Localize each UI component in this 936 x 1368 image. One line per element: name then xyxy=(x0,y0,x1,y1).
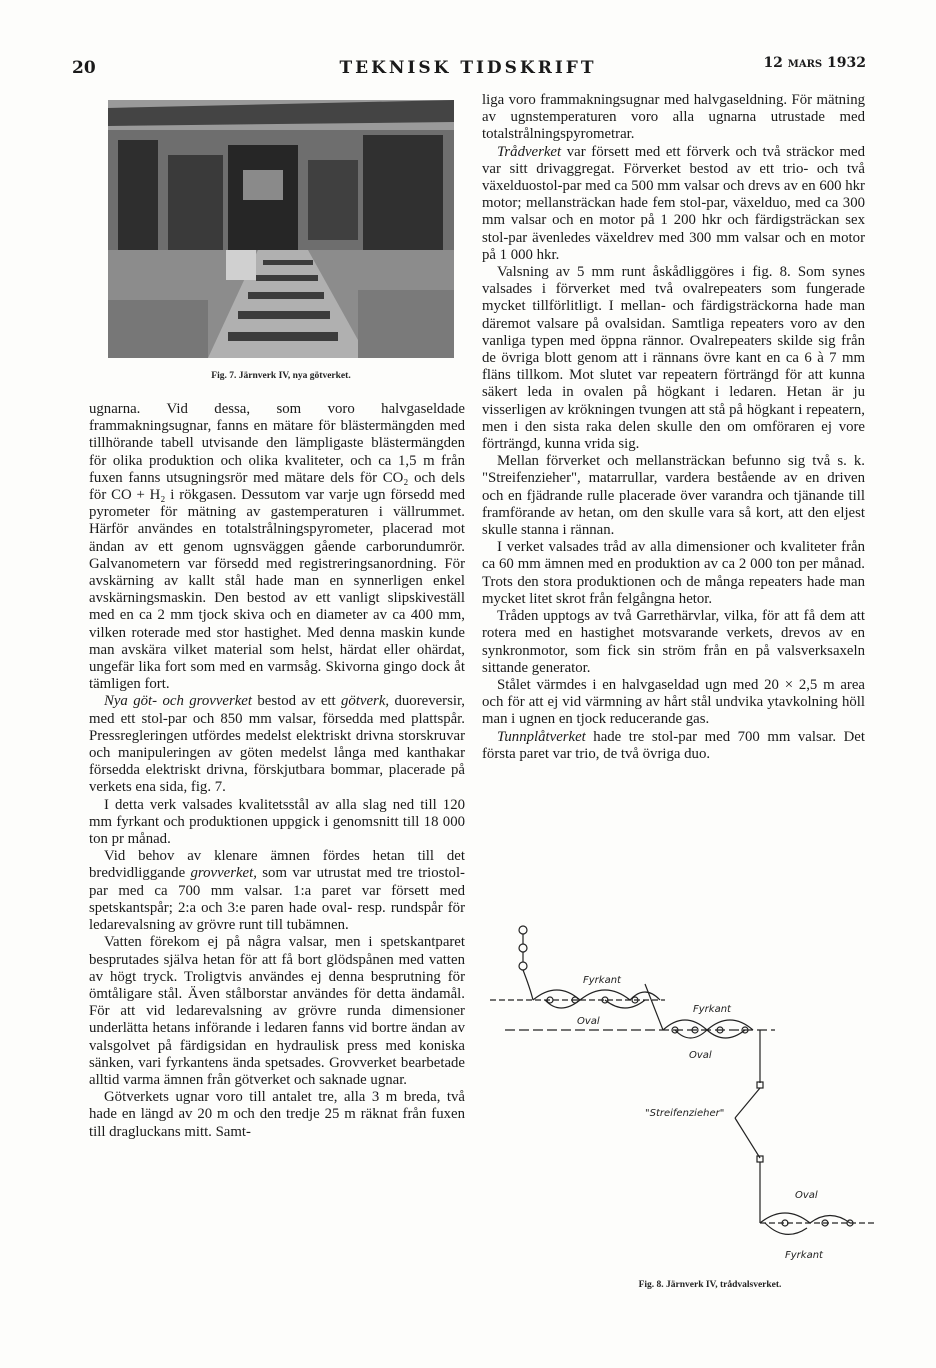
figure-7-caption: Fig. 7. Järnverk IV, nya götverket. xyxy=(211,371,351,381)
paragraph xyxy=(482,729,865,763)
paragraph: I verket valsades tråd av alla dimensioner och kvaliteter från ca 60 mm ämnen med en produktion av ca 2 000 ton per månad. Trots den stora produktionen och de många repeaters hade man mycket litet skrot från felgångna hetor. xyxy=(482,539,865,607)
label-fyrkant-3: Fyrkant xyxy=(785,1250,823,1261)
emphasis: Nya göt- och grovverket xyxy=(104,693,252,710)
paragraph: Vatten förekom ej på några valsar, men i spetskantparet besprutades själva hetan för att få bort glödspånen med vatten av högt tryck. Troligtvis användes ej denna besprutning för ömtåligare stål. Även stålborstar användes för detta ändamål. För att vid ledarevalsning av grövre runda dimensioner underlätta hetans införande i ledaren fanns vid bortre ändan av valsgolvet på färdigsidan en hydraulisk press med koniska sänken, vari fyrkantens ända spetsades. Grovverket bearbetade alltid varma ämnen från götverket och saknade ugnar. xyxy=(89,934,465,1088)
paragraph: ugnarna. Vid dessa, som voro halvgaseldade frammakningsugnar, fanns en mätare för blästermängden med tillhörande tabell utvisande den lämpligaste blästermängden för olika produktion och olika kvaliteter, och ca 1,5 m från fuxen fanns utsugningsrör med mätare dels för CO₂ och dels för CO + H₂ i rökgasen. Dessutom var varje ugn försedd med pyrometer för mätning av gastemperaturen i vällrummet. Härför användes en totalstrålningspyrometer, placerad mot ändan av ett genom ugnsväggen gående carborundumrör. Galvanometern var försedd med registreringsanordning. För avskärning av kallt stål hade man en synnerligen enkel avskärningsmaskin. Den bestod av ett vanligt slipskiveställ med en ca 2 mm tjock skiva och en diameter av ca 400 mm, vilken roterade med stor hastighet. Med denna maskin kunde man avskära vilket material som helst, härdat eller ohärdat, ungefär lika fort som med en varmsåg. Skivorna gingo dock åt tämligen fort. xyxy=(89,401,465,693)
right-column xyxy=(482,92,865,763)
text-run: som var utrustat med tre triostol-par med ca 700 mm valsar. 1:a paret var försett med spetskantspår; 2:a och 3:e paren hade oval- resp. rundspår för ledarevalsning av grövre runt till tubämnen. xyxy=(89,865,465,934)
text-run: var försett med ett förverk och två sträckor med var sitt drivaggregat. Förverket bestod av ett trio- och två växelduostol-par med ca 500 mm valsar och drevs av en 600 hkr motor; mellansträckan hade fem stol-par, växelduo, med ca 300 mm valsar och en motor på 1 200 hkr och färdigsträckan sex stol-par ävenledes växeldrev med 300 mm valsar och en motor på 1 000 hkr. xyxy=(482,143,865,263)
paragraph: Götverkets ugnar voro till antalet tre, alla 3 m breda, två hade en längd av 20 m och den tredje 25 m räknat från fuxen till dragluckans mitt. Samt- xyxy=(89,1089,465,1140)
emphasis: Tunnplåtverket xyxy=(497,728,586,745)
paragraph xyxy=(89,848,465,934)
paragraph: liga voro frammakningsugnar med halvgaseldning. För mätning av ugnstemperaturen voro alla ugnarna utrustade med totalstrålningspyrometrar. xyxy=(482,92,865,143)
paragraph: I detta verk valsades kvalitetsstål av alla slag ned till 120 mm fyrkant och produktionen uppgick i genomsnitt till 18 000 ton pr månad. xyxy=(89,796,465,848)
left-column xyxy=(89,401,465,1141)
label-oval-1: Oval xyxy=(577,1016,600,1027)
paragraph: Stålet värmdes i en halvgaseldad ugn med 20 × 2,5 m area och för att ej vid värmning av hårt stål undvika ytavkolning höll man i ugnen en tjock reducerande gas. xyxy=(482,676,865,728)
label-fyrkant-1: Fyrkant xyxy=(583,975,621,986)
figure-8-caption: Fig. 8. Järnverk IV, trådvalsverket. xyxy=(638,1280,782,1290)
paragraph xyxy=(482,144,865,264)
paragraph: Tråden upptogs av två Garrethärvlar, vilka, för att få dem att rotera med en hastighet motsvarande verkets, drevos av en synkronmotor, som fick sin ström från en på valsverksaxeln sittande generator. xyxy=(482,608,865,676)
emphasis: grovverket, xyxy=(190,865,257,882)
figure-8-diagram xyxy=(485,918,880,1273)
paragraph: Mellan förverket och mellansträckan befunno sig två s. k. "Streifenzieher", matarrullar, vardera bestående av en driven och en fjädrande rulle placerade över varandra och tjänande till framförande av hetan, om den skulle vara så kort, att den eljest skulle stanna i rännan. xyxy=(482,453,865,539)
figure-7-photo xyxy=(108,100,454,358)
text-run: bestod av ett xyxy=(251,693,342,710)
text-run: hade tre stol-par med 700 mm valsar. Det första paret var trio, de två övriga duo. xyxy=(482,728,865,762)
text-run: Vid behov av klenare ämnen fördes hetan till det bredvidliggande xyxy=(89,848,465,882)
journal-title: TEKNISK TIDSKRIFT xyxy=(339,58,597,78)
label-streifenzieher: "Streifenzieher" xyxy=(645,1108,725,1119)
issue-date: 12 mars 1932 xyxy=(763,55,866,71)
page-number: 20 xyxy=(72,58,96,78)
emphasis: götverk, xyxy=(341,693,390,710)
rolling-mill-photo-illustration xyxy=(108,100,454,358)
text-run: duoreversir, med ett stol-par och 850 mm valsar, försedda med plattspår. Pressregleringen utfördes medelst elektriskt drivna storskruvar och manipuleringen av göten medelst långa med kanthakar försedda elektriskt drivna, förskjutbara bommar, placerade på verkets ena sida, fig. 7. xyxy=(89,693,465,796)
emphasis: Trådverket xyxy=(497,143,562,160)
paragraph xyxy=(89,693,465,796)
paragraph: Valsning av 5 mm runt åskådliggöres i fig. 8. Som synes valsades i förverket med två ovalrepeaters som fungerade mycket tillförlitligt. I mellan- och färdigsträckorna hade man däremot valsare på ovalsidan. Samtliga repeaters voro av den vanliga typen med öppna rännor. Ovalrepeaters skilde sig från de övriga blott genom att i rännans övre kant en ca 6 à 7 mm fläns tillkom. Mot slutet var repeatern förträngd för att kunna säkert leda in ovalen på högkant i ledaren. Hetan är ju visserligen av krökningen tvungen att stå på högkant i repeatern, men i den sista raka delen skulle den om omföraren ej vore förträngd, kunna vrida sig. xyxy=(482,264,865,453)
label-fyrkant-2: Fyrkant xyxy=(693,1004,731,1015)
label-oval-2: Oval xyxy=(689,1050,712,1061)
label-oval-3: Oval xyxy=(795,1190,818,1201)
